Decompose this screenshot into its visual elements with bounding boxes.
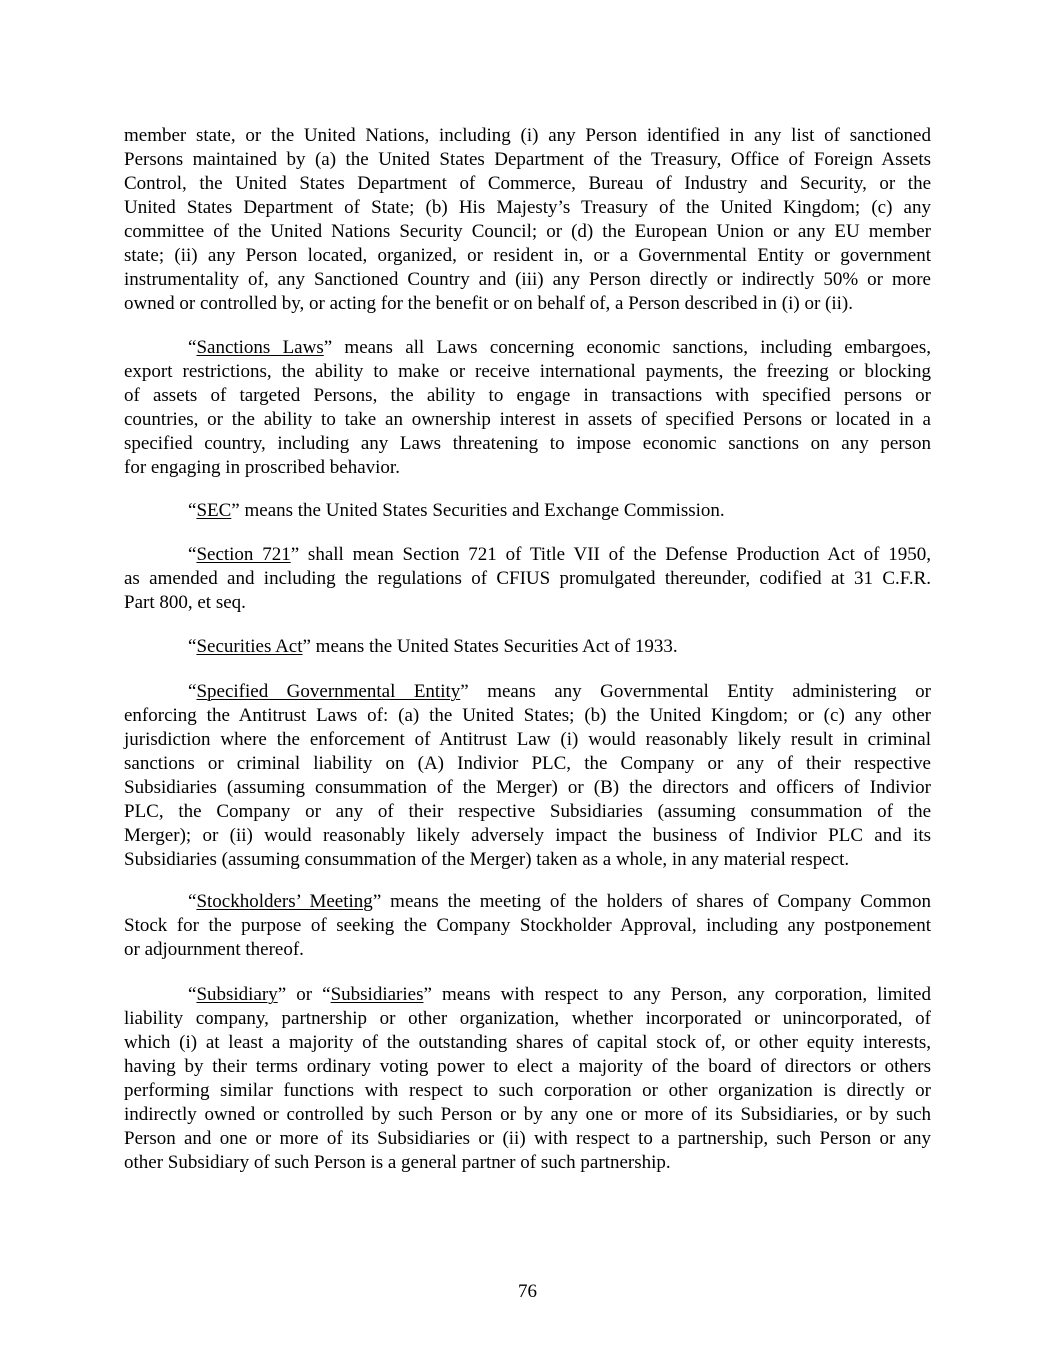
definition-first-line: “Section 721” shall mean Section 721 of Title VII of the Defense Production Act of 1950, [188,544,931,565]
definition-sec [124,499,931,523]
paragraph-line: other Subsidiary of such Person is a general partner of such partnership. [124,1152,671,1173]
page-number: 76 [518,1281,537,1302]
paragraph-line: performing similar functions with respect to such corporation or other organization is directly or [124,1080,931,1101]
defined-term: Stockholders’ Meeting [196,891,373,912]
defined-term: Specified Governmental Entity [196,681,461,702]
definition-first-line: “Sanctions Laws” means all Laws concerning economic sanctions, including embargoes, [188,337,931,358]
defined-term: Securities Act [196,636,303,657]
paragraph-line: state; (ii) any Person located, organized, or resident in, or a Governmental Entity or government [124,245,931,266]
defined-term: Sanctions Laws [196,337,324,358]
definition-first-line: “SEC” means the United States Securities and Exchange Commission. [188,500,725,521]
defined-term: Section 721 [196,544,291,565]
paragraph-line: which (i) at least a majority of the outstanding shares of capital stock of, or other equity interests, [124,1032,931,1053]
paragraph-line: countries, or the ability to take an ownership interest in assets of specified Persons or located in a [124,409,931,430]
definition-section-721 [124,543,931,615]
definition-first-line: “Subsidiary” or “Subsidiaries” means with respect to any Person, any corporation, limited [188,984,931,1005]
paragraph-line: owned or controlled by, or acting for the benefit or on behalf of, a Person described in (i) or (ii). [124,293,853,314]
paragraph-line: member state, or the United Nations, including (i) any Person identified in any list of sanctioned [124,125,931,146]
paragraph-line: of assets of targeted Persons, the ability to engage in transactions with specified persons or [124,385,931,406]
paragraph-line: Subsidiaries (assuming consummation of the Merger) taken as a whole, in any material respect. [124,849,850,870]
definition-specified-governmental-entity [124,680,931,872]
paragraph-line: jurisdiction where the enforcement of Antitrust Law (i) would reasonably likely result in criminal [124,729,931,750]
defined-term: SEC [196,500,232,521]
paragraph-line: Part 800, et seq. [124,592,246,613]
paragraph-line: Person and one or more of its Subsidiaries or (ii) with respect to a partnership, such Person or any [124,1128,931,1149]
definition-securities-act [124,635,931,659]
paragraph-line: having by their terms ordinary voting power to elect a majority of the board of directors or others [124,1056,931,1077]
paragraph-line: Stock for the purpose of seeking the Company Stockholder Approval, including any postponement [124,915,931,936]
paragraph-line: enforcing the Antitrust Laws of: (a) the United States; (b) the United Kingdom; or (c) any other [124,705,931,726]
paragraph-line: indirectly owned or controlled by such Person or by any one or more of its Subsidiaries, or by such [124,1104,931,1125]
paragraph-line: instrumentality of, any Sanctioned Country and (iii) any Person directly or indirectly 50% or more [124,269,931,290]
paragraph-line: Merger); or (ii) would reasonably likely adversely impact the business of Indivior PLC and its [124,825,931,846]
paragraph-line: for engaging in proscribed behavior. [124,457,400,478]
definition-first-line: “Securities Act” means the United States Securities Act of 1933. [188,636,678,657]
paragraph-line: specified country, including any Laws threatening to impose economic sanctions on any person [124,433,931,454]
definition-first-line: “Specified Governmental Entity” means any Governmental Entity administering or [188,681,931,702]
paragraph-sanctioned-person-continuation [124,124,931,316]
paragraph-line: Persons maintained by (a) the United States Department of the Treasury, Office of Foreign Assets [124,149,931,170]
definition-first-line: “Stockholders’ Meeting” means the meeting of the holders of shares of Company Common [188,891,931,912]
paragraph-line: liability company, partnership or other organization, whether incorporated or unincorporated, of [124,1008,931,1029]
paragraph-line: PLC, the Company or any of their respective Subsidiaries (assuming consummation of the [124,801,931,822]
paragraph-line: United States Department of State; (b) His Majesty’s Treasury of the United Kingdom; (c) any [124,197,931,218]
paragraph-line: Control, the United States Department of Commerce, Bureau of Industry and Security, or the [124,173,931,194]
defined-term: Subsidiaries [330,984,424,1005]
defined-term: Subsidiary [196,984,278,1005]
paragraph-line: or adjournment thereof. [124,939,304,960]
definition-subsidiary [124,983,931,1175]
paragraph-line: as amended and including the regulations of CFIUS promulgated thereunder, codified at 31 C.F.R. [124,568,931,589]
definition-stockholders-meeting [124,890,931,962]
paragraph-line: committee of the United Nations Security Council; or (d) the European Union or any EU member [124,221,931,242]
definition-sanctions-laws [124,336,931,480]
paragraph-line: sanctions or criminal liability on (A) Indivior PLC, the Company or any of their respective [124,753,931,774]
paragraph-line: export restrictions, the ability to make or receive international payments, the freezing or blocking [124,361,931,382]
paragraph-line: Subsidiaries (assuming consummation of the Merger) or (B) the directors and officers of Indivior [124,777,931,798]
